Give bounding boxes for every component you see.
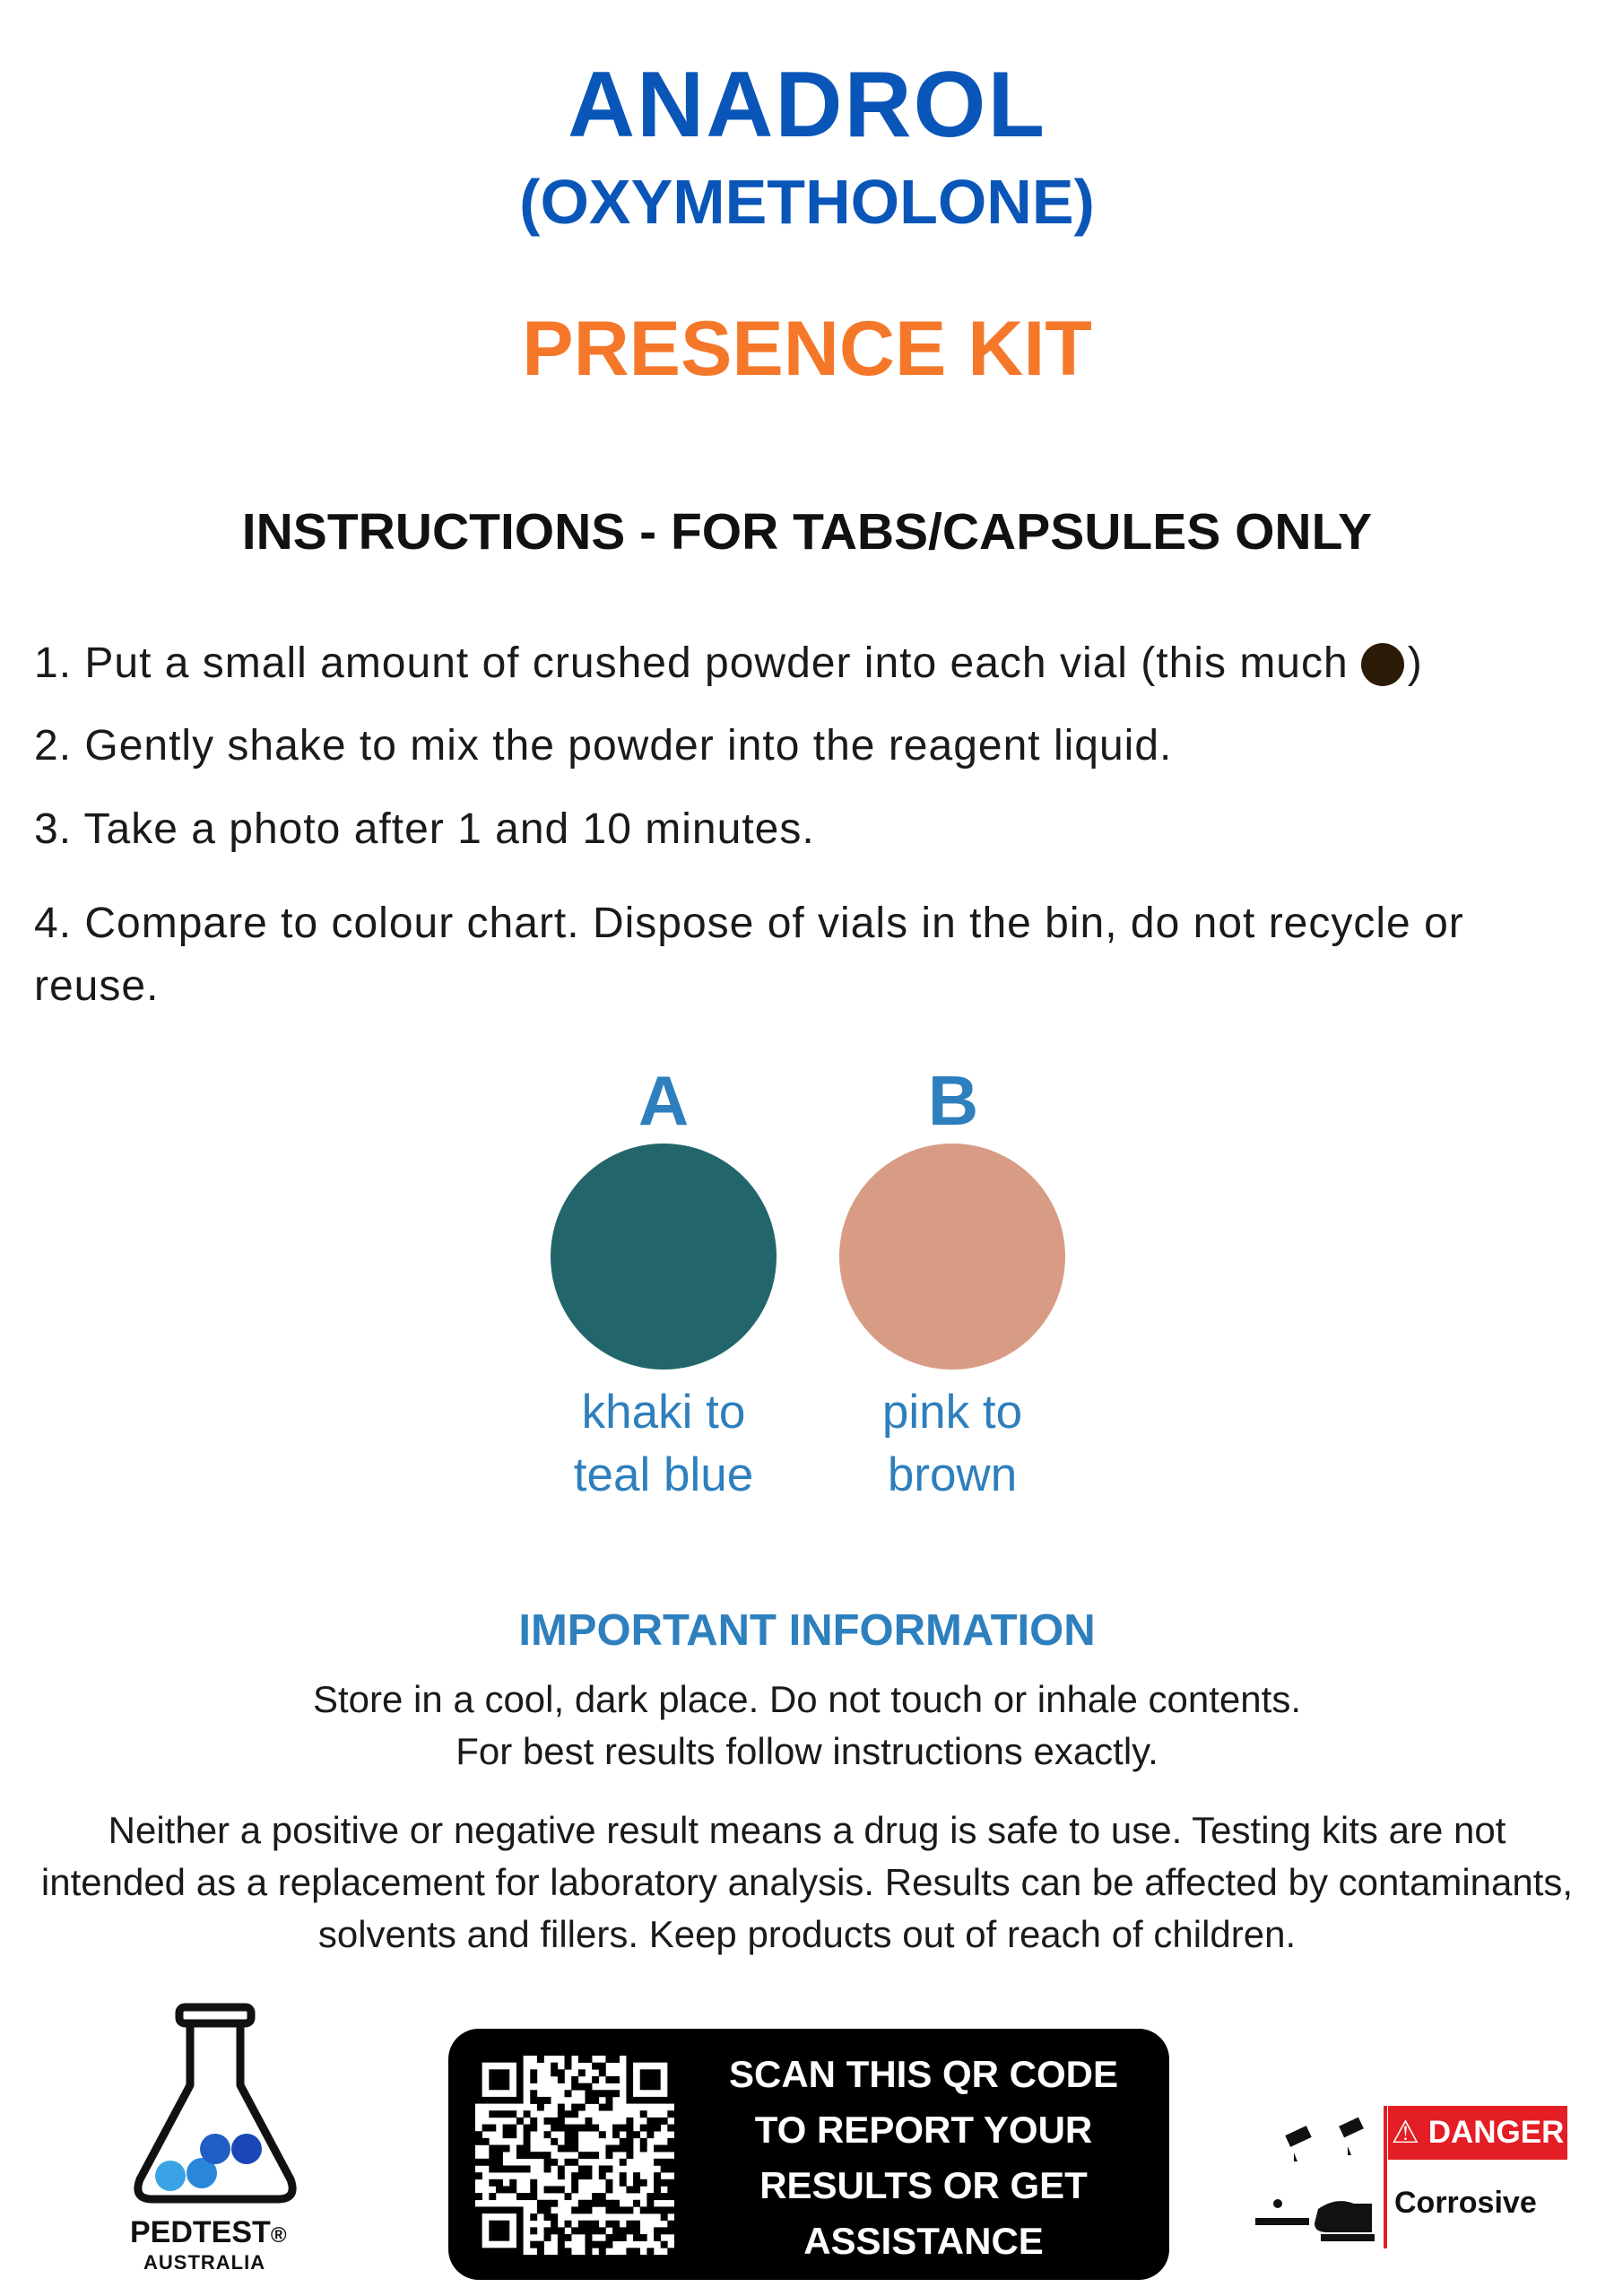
qr-instructions (690, 2047, 1157, 2269)
reagent-a-letter: A (638, 1061, 690, 1140)
reagent-a-description (520, 1381, 807, 1507)
reagent-a-line-1: khaki to (581, 1386, 746, 1439)
storage-line-1: Store in a cool, dark place. Do not touch or inhale contents. (313, 1678, 1301, 1720)
reagent-a-line-2: teal blue (573, 1448, 754, 1501)
powder-amount-dot-icon (1361, 643, 1404, 686)
qr-line-4: ASSISTANCE (803, 2220, 1044, 2262)
qr-panel (448, 2029, 1169, 2280)
storage-info (36, 1674, 1578, 1778)
qr-code-icon[interactable] (475, 2056, 674, 2255)
reagent-b-colour-swatch (839, 1144, 1065, 1370)
logo-brand-name: PEDTEST (130, 2215, 271, 2249)
qr-line-3: RESULTS OR GET (759, 2164, 1088, 2206)
qr-line-2: TO REPORT YOUR (754, 2109, 1093, 2151)
product-title: ANADROL (568, 53, 1046, 157)
instruction-step-3: 3. Take a photo after 1 and 10 minutes. (34, 805, 815, 853)
instruction-step-2: 2. Gently shake to mix the powder into the reagent liquid. (34, 722, 1173, 770)
danger-label: ⚠ DANGER (1388, 2106, 1567, 2160)
logo-registered-mark: ® (270, 2223, 287, 2248)
danger-text: DANGER (1427, 2115, 1565, 2150)
logo-brand (130, 2215, 287, 2250)
hazard-label: Corrosive (1394, 2186, 1537, 2220)
instruction-step-1 (34, 632, 1585, 695)
reagent-a-colour-swatch (551, 1144, 777, 1370)
important-heading: IMPORTANT INFORMATION (518, 1606, 1096, 1655)
reagent-b-description (809, 1381, 1096, 1507)
reagent-b-letter: B (927, 1061, 979, 1140)
step-1-close: ) (1407, 639, 1423, 687)
kit-type: PRESENCE KIT (522, 306, 1092, 392)
qr-line-1: SCAN THIS QR CODE (728, 2053, 1119, 2095)
step-1-text: 1. Put a small amount of crushed powder into each vial (this much (34, 639, 1349, 687)
reagent-b-line-2: brown (887, 1448, 1018, 1501)
instructions-heading: INSTRUCTIONS - FOR TABS/CAPSULES ONLY (241, 503, 1373, 561)
storage-line-2: For best results follow instructions exactly. (456, 1730, 1158, 1772)
disclaimer: Neither a positive or negative result means a drug is safe to use. Testing kits are not intended as a replacement for laboratory analysis. Results can be affected by contaminants, solvents and fillers. Keep products out of reach of children. (40, 1809, 1574, 1955)
instruction-step-4: 4. Compare to colour chart. Dispose of vials in the bin, do not recycle or reuse. (34, 900, 1464, 1010)
logo-subtitle: AUSTRALIA (143, 2251, 266, 2274)
reagent-b-line-1: pink to (881, 1386, 1023, 1439)
product-subtitle: (OXYMETHOLONE) (519, 167, 1095, 237)
